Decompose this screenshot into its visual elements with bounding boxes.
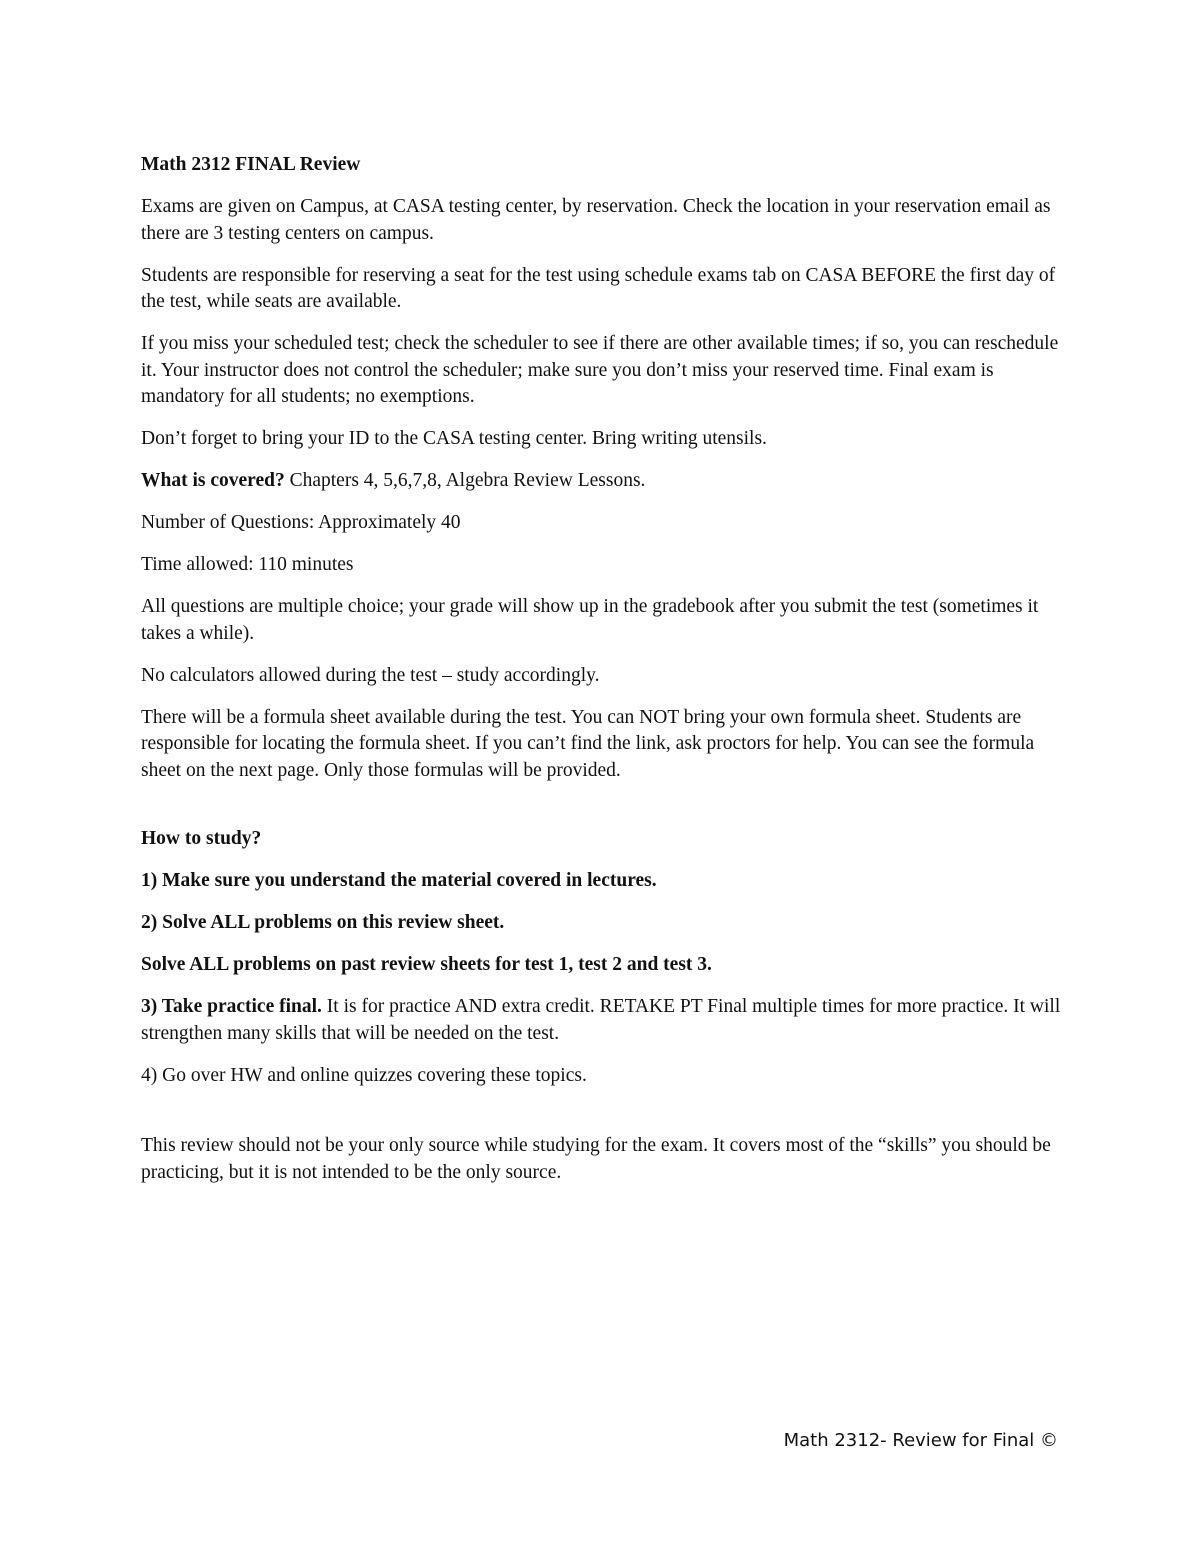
closing-note: This review should not be your only source while studying for the exam. It covers most of the “skills” you should be practicing, but it is not intended to be the only source.	[141, 1135, 1051, 1183]
study-step-2: 2) Solve ALL problems on this review sheet.	[141, 912, 505, 933]
study-heading: How to study?	[141, 828, 262, 849]
paragraph-multiple-choice: All questions are multiple choice; your grade will show up in the gradebook after you submit the test (sometimes it takes a while).	[141, 596, 1039, 644]
paragraph-missed-test: If you miss your scheduled test; check the scheduler to see if there are other available times; if so, you can reschedule it. Your instructor does not control the scheduler; make sure you don’t miss your reserved time. Final exam is mandatory for all students; no exemptions.	[141, 333, 1059, 407]
study-step-3-text: It is for practice AND extra credit. RETAKE PT Final multiple times for more practice. It will strengthen many skills that will be needed on the test.	[141, 996, 1061, 1044]
study-step-4: 4) Go over HW and online quizzes covering these topics.	[141, 1064, 587, 1086]
paragraph-exam-location: Exams are given on Campus, at CASA testing center, by reservation. Check the location in your reservation email as there are 3 testing centers on campus.	[141, 196, 1051, 244]
paragraph-reservation: Students are responsible for reserving a seat for the test using schedule exams tab on CASA BEFORE the first day of the test, while seats are available.	[141, 264, 1056, 312]
paragraph-time-allowed: Time allowed: 110 minutes	[141, 554, 354, 575]
study-step-3-label: 3) Take practice final.	[141, 996, 322, 1017]
document-body	[141, 152, 1071, 1202]
study-step-3	[141, 994, 1071, 1047]
what-covered-text: Chapters 4, 5,6,7,8, Algebra Review Lessons.	[284, 470, 646, 491]
paragraph-bring-id: Don’t forget to bring your ID to the CASA testing center. Bring writing utensils.	[141, 428, 767, 449]
paragraph-no-calculators: No calculators allowed during the test – study accordingly.	[141, 664, 600, 686]
what-covered-label: What is covered?	[141, 470, 285, 491]
study-step-2b: Solve ALL problems on past review sheets for test 1, test 2 and test 3.	[141, 954, 712, 975]
study-step-1: 1) Make sure you understand the material covered in lectures.	[141, 870, 657, 891]
page-title: Math 2312 FINAL Review	[141, 154, 361, 175]
paragraph-what-covered	[141, 468, 1071, 495]
paragraph-number-of-questions: Number of Questions: Approximately 40	[141, 512, 461, 533]
page-footer: Math 2312- Review for Final ©	[783, 1430, 1058, 1451]
paragraph-formula-sheet: There will be a formula sheet available during the test. You can NOT bring your own formula sheet. Students are responsible for locating the formula sheet. If you can’t find the link, ask proctors for help. You can see the formula sheet on the next page. Only those formulas will be provided.	[141, 706, 1035, 781]
